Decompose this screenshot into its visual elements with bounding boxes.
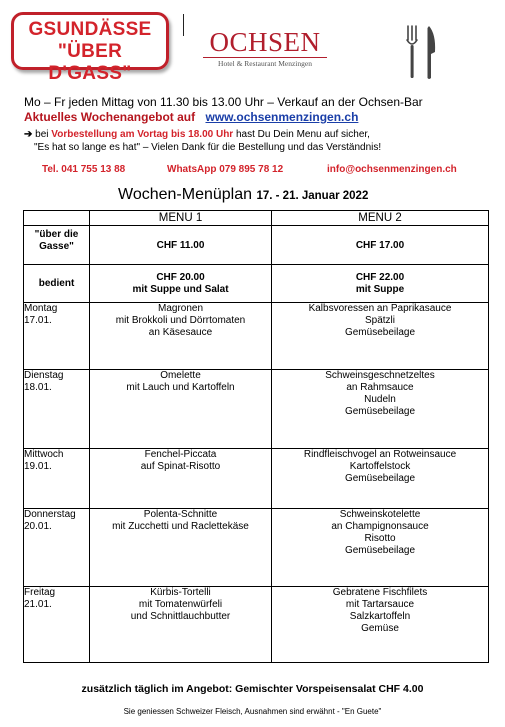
dish-line: Gemüsebeilage	[344, 473, 416, 484]
dish-line: Nudeln	[364, 394, 396, 405]
preorder-line	[24, 129, 370, 140]
daily-extra-offer: zusätzlich täglich im Angebot: Gemischter Vorspeisensalat CHF 4.00	[81, 683, 424, 695]
dish-line: mit Tartarsauce	[345, 599, 415, 610]
dish-line: Polenta-Schnitte	[143, 509, 218, 520]
price-row-served	[24, 265, 489, 303]
day-cell	[24, 449, 90, 509]
menu1-dish	[90, 509, 272, 587]
day-cell	[24, 509, 90, 587]
price-menu1-served	[90, 265, 272, 303]
logo-name: OCHSEN	[209, 27, 321, 57]
dish-line: Gemüse	[361, 623, 399, 634]
corner-cell	[24, 211, 90, 226]
menu1-header: MENU 1	[90, 211, 272, 226]
opening-hours: Mo – Fr jeden Mittag von 11.30 bis 13.00 Uhr – Verkauf an der Ochsen-Bar	[24, 95, 423, 109]
dish-line: Gebratene Fischfilets	[332, 587, 428, 598]
price-menu2-takeaway	[272, 226, 489, 265]
dish-line: Kürbis-Tortelli	[150, 587, 211, 598]
menu1-dish	[90, 587, 272, 663]
contact-bar	[42, 164, 482, 178]
price-note: mit Suppe und Salat	[132, 283, 229, 295]
menu-title-main: Wochen-Menüplan	[118, 186, 253, 203]
whatsapp-number[interactable]: WhatsApp 079 895 78 12	[167, 164, 284, 175]
day-name: Montag	[24, 303, 58, 314]
price-value: CHF 20.00	[156, 271, 205, 283]
dish-line: Omelette	[160, 370, 201, 381]
day-name: Freitag	[24, 587, 56, 598]
header-divider	[183, 14, 184, 36]
dish-line: auf Spinat-Risotto	[140, 461, 221, 472]
price-menu2-served	[272, 265, 489, 303]
dish-line: Kartoffelstock	[349, 461, 411, 472]
price-value: CHF 22.00	[355, 271, 405, 283]
dish-line: an Käsesauce	[148, 327, 213, 338]
menu2-dish	[272, 303, 489, 370]
dish-line: Schweinskotelette	[339, 509, 421, 520]
dish-line: an Rahmsauce	[346, 382, 414, 393]
day-cell	[24, 587, 90, 663]
preorder-pre: bei	[35, 129, 52, 140]
menu2-dish	[272, 449, 489, 509]
arrow-right-icon: ➔	[24, 129, 33, 140]
price-menu1-takeaway	[90, 226, 272, 265]
dish-line: Gemüsebeilage	[344, 327, 416, 338]
preorder-deadline: Vorbestellung am Vortag bis 18.00 Uhr	[51, 129, 234, 140]
menu2-header: MENU 2	[272, 211, 489, 226]
dish-line: und Schnittlauchbutter	[130, 611, 231, 622]
fork-knife-icon	[404, 24, 438, 80]
dish-line: Rindfleischvogel an Rotweinsauce	[303, 449, 457, 460]
price-label-served: bedient	[24, 265, 90, 303]
meat-origin-note: Sie geniessen Schweizer Fleisch, Ausnahmen sind erwähnt - "En Guete"	[123, 707, 382, 716]
day-name: Dienstag	[24, 370, 64, 381]
day-date: 19.01.	[24, 461, 52, 472]
price-value: CHF 11.00	[156, 239, 205, 251]
day-name: Mittwoch	[24, 449, 64, 460]
day-row-tuesday	[24, 370, 489, 449]
dish-line: mit Lauch und Kartoffeln	[126, 382, 235, 393]
price-label-takeaway: "über die Gasse"	[24, 226, 90, 265]
day-date: 21.01.	[24, 599, 52, 610]
dish-line: Spätzli	[364, 315, 395, 326]
weekly-offer-label: Aktuelles Wochenangebot auf	[24, 110, 196, 124]
thanks-line: "Es hat so lange es hat" – Vielen Dank für die Bestellung und das Verständnis!	[34, 142, 382, 153]
day-date: 17.01.	[24, 315, 52, 326]
preorder-post: hast Du Dein Menu auf sicher,	[233, 129, 370, 140]
dish-line: Magronen	[157, 303, 204, 314]
menu-title	[118, 186, 368, 204]
price-note: mit Suppe	[355, 283, 405, 295]
menu1-dish	[90, 370, 272, 449]
menu-title-dates: 17. - 21. Januar 2022	[256, 190, 369, 202]
dish-line: Gemüsebeilage	[344, 545, 416, 556]
dish-line: an Champignonsauce	[331, 521, 429, 532]
menu-header-row	[24, 211, 489, 226]
dish-line: Schweinsgeschnetzeltes	[325, 370, 435, 381]
logo-rule	[203, 57, 327, 58]
dish-line: Salzkartoffeln	[349, 611, 411, 622]
price-value: CHF 17.00	[355, 239, 405, 251]
day-row-friday	[24, 587, 489, 663]
menu-table	[23, 210, 489, 663]
day-cell	[24, 303, 90, 370]
menu1-dish	[90, 449, 272, 509]
badge-line2: "ÜBER D'GASS"	[48, 41, 132, 84]
phone-number[interactable]: Tel. 041 755 13 88	[42, 164, 126, 175]
price-row-takeaway	[24, 226, 489, 265]
ochsen-logo	[203, 28, 327, 72]
menu2-dish	[272, 509, 489, 587]
day-cell	[24, 370, 90, 449]
day-date: 20.01.	[24, 521, 52, 532]
logo-subtitle: Hotel & Restaurant Menzingen	[218, 59, 312, 68]
day-name: Donnerstag	[24, 509, 76, 520]
weekly-offer-line	[24, 110, 358, 124]
dish-line: Risotto	[364, 533, 396, 544]
email-address[interactable]: info@ochsenmenzingen.ch	[327, 164, 457, 175]
dish-line: mit Tomatenwürfeli	[138, 599, 223, 610]
menu2-dish	[272, 370, 489, 449]
dish-line: mit Zucchetti und Raclettekäse	[112, 521, 249, 532]
dish-line: Gemüsebeilage	[344, 406, 416, 417]
day-row-thursday	[24, 509, 489, 587]
website-link[interactable]: www.ochsenmenzingen.ch	[205, 110, 359, 124]
dish-line: Kalbsvoressen an Paprikasauce	[308, 303, 452, 314]
day-row-monday	[24, 303, 489, 370]
day-date: 18.01.	[24, 382, 52, 393]
day-row-wednesday	[24, 449, 489, 509]
gsundaesse-badge	[11, 12, 169, 84]
dish-line: mit Brokkoli und Dörrtomaten	[115, 315, 246, 326]
menu1-dish	[90, 303, 272, 370]
dish-line: Fenchel-Piccata	[144, 449, 217, 460]
badge-line1: GSUNDÄSSE	[28, 19, 152, 40]
menu2-dish	[272, 587, 489, 663]
